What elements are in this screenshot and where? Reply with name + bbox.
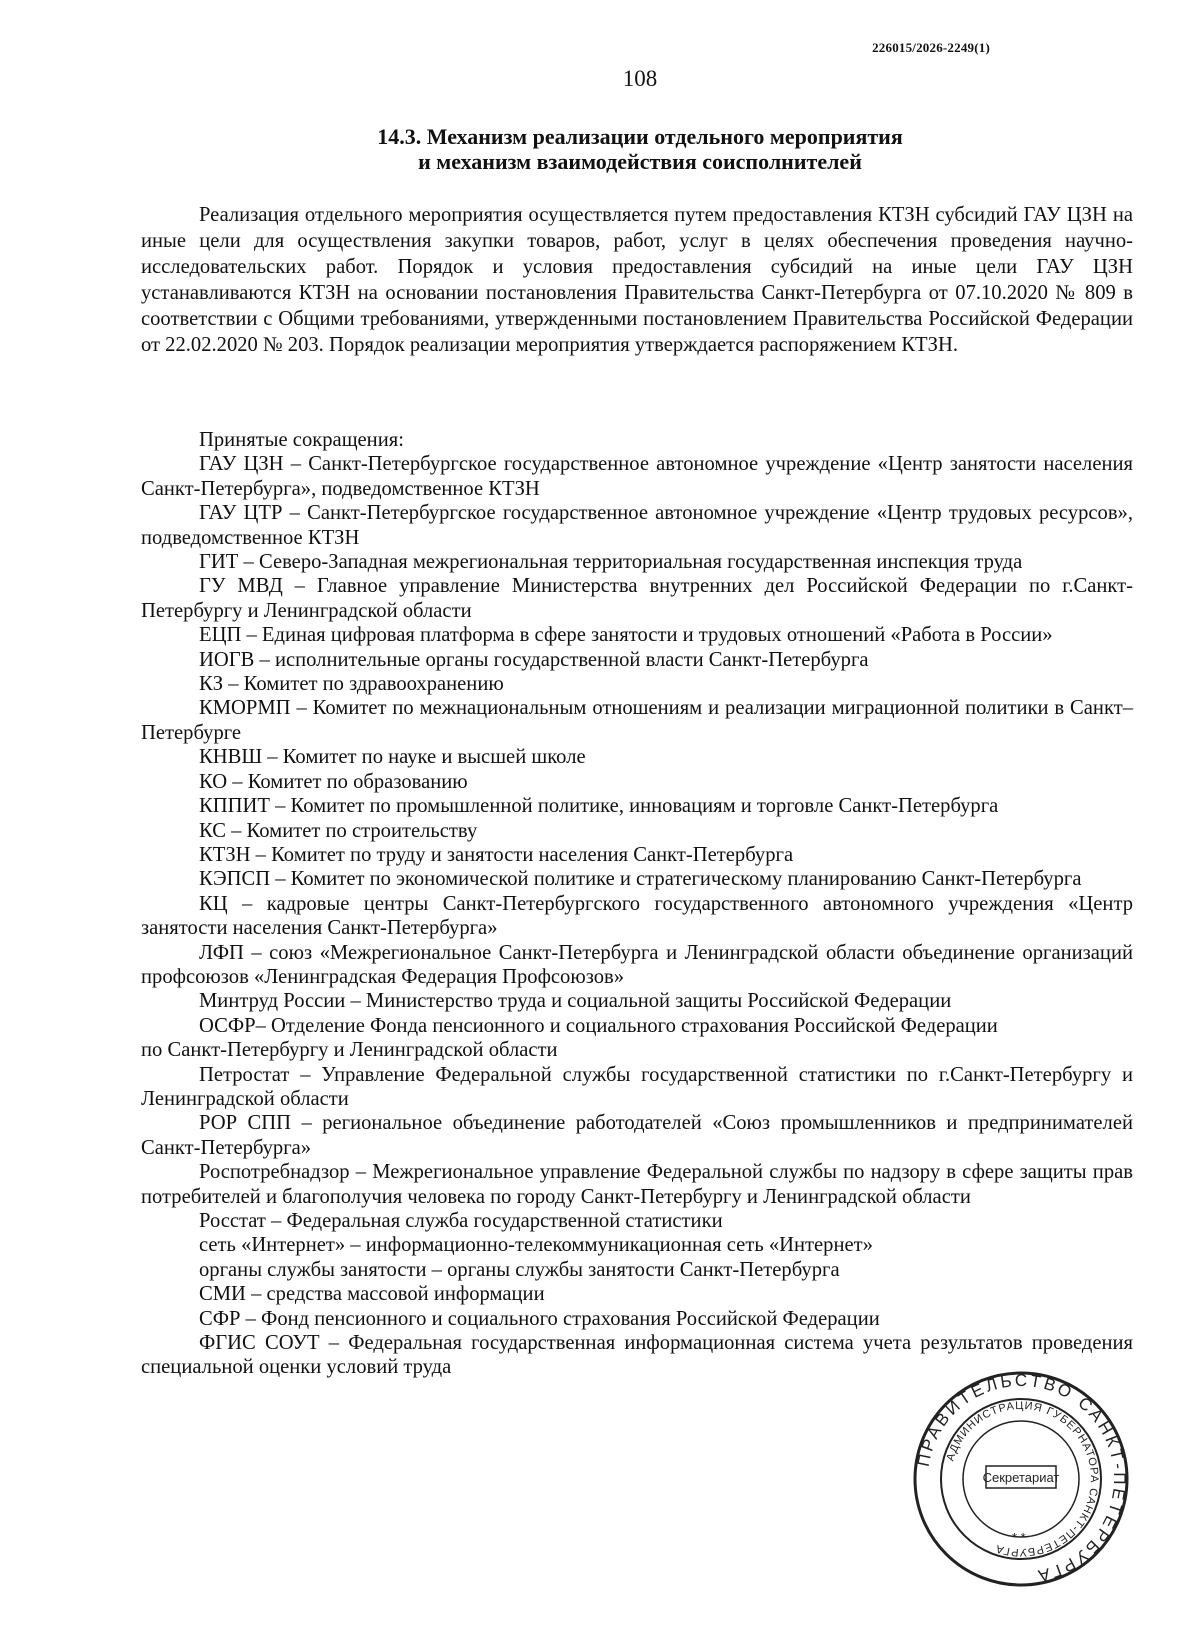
abbreviation-item: КЭПСП – Комитет по экономической политике и стратегическому планированию Санкт-Петербурга bbox=[199, 868, 1082, 891]
abbreviation-item: ФГИС СОУТ – Федеральная государственная информационная система учета результатов проведения специальной оценки условий труда bbox=[141, 1332, 1133, 1379]
seal-star-icon: * * bbox=[1012, 1530, 1026, 1545]
page-number: 108 bbox=[622, 66, 658, 91]
abbreviation-item: Роспотребнадзор – Межрегиональное управление Федеральной службы по надзору в сфере защиты прав потребителей и благополучия человека по городу Санкт-Петербургу и Ленинградской области bbox=[141, 1161, 1133, 1208]
abbreviation-item: ЕЦП – Единая цифровая платформа в сфере занятости и трудовых отношений «Работа в России» bbox=[199, 624, 1053, 647]
abbreviation-item: КТЗН – Комитет по труду и занятости населения Санкт-Петербурга bbox=[199, 843, 794, 866]
seal-inner-text: АДМИНИСТРАЦИЯ ГУБЕРНАТОРА САНКТ-ПЕТЕРБУРГА bbox=[944, 1399, 1101, 1559]
abbreviation-item: КППИТ – Комитет по промышленной политике, инновациям и торговле Санкт-Петербурга bbox=[199, 795, 999, 818]
abbreviation-item: ГИТ – Северо-Западная межрегиональная территориальная государственная инспекция труда bbox=[199, 551, 1023, 574]
official-seal bbox=[912, 1370, 1130, 1588]
abbreviation-item: ГАУ ЦТР – Санкт-Петербургское государственное автономное учреждение «Центр трудовых ресурсов», подведомственное КТЗН bbox=[141, 502, 1133, 549]
seal-center-text: Секретариат bbox=[982, 1470, 1060, 1485]
abbreviation-item: Петростат – Управление Федеральной службы государственной статистики по г.Санкт-Петербургу и Ленинградской области bbox=[141, 1063, 1133, 1110]
abbreviation-item: КЦ – кадровые центры Санкт-Петербургского государственного автономного учреждения «Центр занятости населения Санкт-Петербурга» bbox=[141, 892, 1133, 940]
abbreviation-continuation: по Санкт-Петербургу и Ленинградской области bbox=[141, 1039, 558, 1062]
section-heading-line-1: 14.3. Механизм реализации отдельного мероприятия bbox=[377, 124, 903, 149]
abbreviation-item: КМОРМП – Комитет по межнациональным отношениям и реализации миграционной политики в Санкт–Петербурге bbox=[141, 697, 1133, 744]
abbreviations-title: Принятые сокращения: bbox=[199, 429, 404, 451]
abbreviation-item: КО – Комитет по образованию bbox=[199, 770, 468, 793]
abbreviation-item: ИОГВ – исполнительные органы государственной власти Санкт-Петербурга bbox=[199, 648, 869, 671]
abbreviation-item: КЗ – Комитет по здравоохранению bbox=[199, 673, 504, 696]
abbreviation-item: ОСФР– Отделение Фонда пенсионного и социального страхования Российской Федерации bbox=[199, 1014, 998, 1037]
abbreviation-item: ГУ МВД – Главное управление Министерства внутренних дел Российской Федерации по г.Санкт-Петербургу и Ленинградской области bbox=[141, 575, 1133, 622]
abbreviation-item: КС – Комитет по строительству bbox=[199, 819, 478, 842]
abbreviations-list bbox=[141, 428, 1133, 1380]
intro-paragraph: Реализация отдельного мероприятия осуществляется путем предоставления КТЗН субсидий ГАУ ЦЗН на иные цели для осуществления закупки товаров, работ, услуг в целях обеспечения проведения научно-исследовательских работ. Порядок и условия предоставления субсидий на иные цели ГАУ ЦЗН устанавливаются КТЗН на основании постановления Правительства Санкт-Петербурга от 07.10.2020 № 809 в соответствии с Общими требованиями, утвержденными постановлением Правительства Российской Федерации от 22.02.2020 № 203. Порядок реализации мероприятия утверждается распоряжением КТЗН. bbox=[141, 204, 1133, 356]
section-heading-line-2: и механизм взаимодействия соисполнителей bbox=[418, 149, 862, 174]
section-heading bbox=[140, 124, 1140, 174]
abbreviation-item: сеть «Интернет» – информационно-телекоммуникационная сеть «Интернет» bbox=[199, 1234, 873, 1257]
abbreviation-item: Росстат – Федеральная служба государственной статистики bbox=[199, 1210, 723, 1232]
abbreviation-item: ЛФП – союз «Межрегиональное Санкт-Петербурга и Ленинградской области объединение организаций профсоюзов «Ленинградская Федерация Профсоюзов» bbox=[141, 941, 1133, 988]
abbreviation-item: СФР – Фонд пенсионного и социального страхования Российской Федерации bbox=[199, 1307, 880, 1330]
abbreviation-item: СМИ – средства массовой информации bbox=[199, 1283, 545, 1306]
document-number: 226015/2026-2249(1) bbox=[872, 40, 990, 55]
abbreviation-item: ГАУ ЦЗН – Санкт-Петербургское государственное автономное учреждение «Центр занятости населения Санкт-Петербурга», подведомственное КТЗН bbox=[141, 453, 1133, 500]
abbreviation-item: РОР СПП – региональное объединение работодателей «Союз промышленников и предпринимателей Санкт-Петербурга» bbox=[141, 1112, 1133, 1159]
abbreviation-item: Минтруд России – Министерство труда и социальной защиты Российской Федерации bbox=[199, 990, 952, 1013]
abbreviation-item: КНВШ – Комитет по науке и высшей школе bbox=[199, 746, 586, 769]
seal-outer-text: ПРАВИТЕЛЬСТВО САНКТ-ПЕТЕРБУРГА bbox=[913, 1370, 1130, 1586]
abbreviation-item: органы службы занятости – органы службы занятости Санкт-Петербурга bbox=[199, 1258, 840, 1281]
